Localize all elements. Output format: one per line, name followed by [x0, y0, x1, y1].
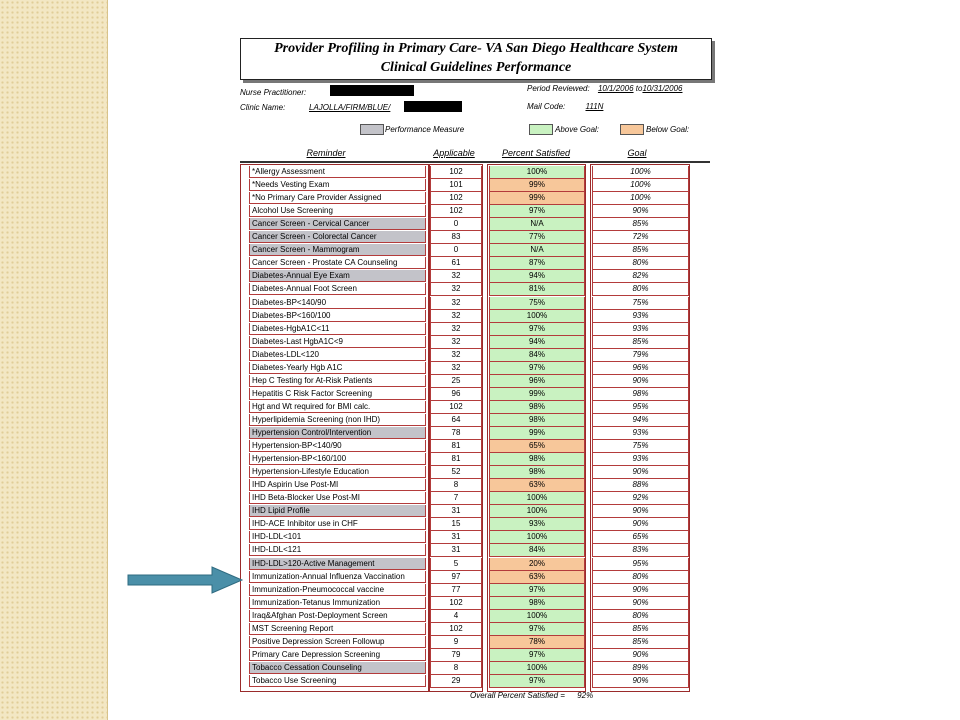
applicable-count: 8: [430, 479, 482, 492]
goal-value: 90%: [592, 675, 689, 688]
applicable-count: 8: [430, 662, 482, 675]
applicable-count: 81: [430, 453, 482, 466]
percent-satisfied: 97%: [489, 362, 585, 375]
percent-satisfied: 97%: [489, 649, 585, 662]
percent-satisfied: 84%: [489, 349, 585, 362]
legend-measure-swatch: [360, 124, 384, 135]
applicable-count: 102: [430, 623, 482, 636]
overall-percent: [470, 691, 593, 700]
goal-value: 90%: [592, 505, 689, 518]
legend-above-swatch: [529, 124, 553, 135]
percent-satisfied: 94%: [489, 336, 585, 349]
percent-satisfied: 99%: [489, 192, 585, 205]
period-label: Period Reviewed:: [527, 84, 590, 93]
applicable-count: 31: [430, 531, 482, 544]
reminder-name: Diabetes-Last HgbA1C<9: [249, 336, 426, 348]
reminder-name: Iraq&Afghan Post-Deployment Screen: [249, 610, 426, 622]
percent-satisfied: 100%: [489, 310, 585, 323]
applicable-count: 15: [430, 518, 482, 531]
reminder-name: Hepatitis C Risk Factor Screening: [249, 388, 426, 400]
percent-satisfied: 75%: [489, 297, 585, 310]
percent-satisfied: 63%: [489, 571, 585, 584]
reminder-name: Hgt and Wt required for BMI calc.: [249, 401, 426, 413]
goal-value: 90%: [592, 466, 689, 479]
legend-above-label: Above Goal:: [555, 125, 600, 134]
percent-satisfied: N/A: [489, 244, 585, 257]
goal-value: 92%: [592, 492, 689, 505]
mail-code-label: Mail Code:: [527, 102, 566, 111]
applicable-count: 97: [430, 571, 482, 584]
percent-satisfied: 81%: [489, 283, 585, 296]
reminder-name: Positive Depression Screen Followup: [249, 636, 426, 648]
goal-value: 93%: [592, 427, 689, 440]
goal-value: 90%: [592, 584, 689, 597]
goal-value: 85%: [592, 623, 689, 636]
goal-value: 100%: [592, 166, 689, 179]
period-to: 10/31/2006: [642, 84, 683, 93]
reminder-name: IHD-LDL<101: [249, 531, 426, 543]
goal-value: 85%: [592, 244, 689, 257]
goal-value: 90%: [592, 518, 689, 531]
percent-satisfied: 97%: [489, 584, 585, 597]
report-title-box: [240, 38, 712, 80]
reminder-name: Hypertension-Lifestyle Education: [249, 466, 426, 478]
percent-satisfied: 96%: [489, 375, 585, 388]
applicable-count: 31: [430, 505, 482, 518]
pointer-arrow: [126, 565, 246, 595]
legend-below-swatch: [620, 124, 644, 135]
goal-value: 93%: [592, 453, 689, 466]
percent-satisfied: 97%: [489, 675, 585, 688]
goal-value: 96%: [592, 362, 689, 375]
reminder-name: Cancer Screen - Cervical Cancer: [249, 218, 426, 230]
reminder-name: *Allergy Assessment: [249, 166, 426, 178]
percent-satisfied: 100%: [489, 492, 585, 505]
reminder-name: *No Primary Care Provider Assigned: [249, 192, 426, 204]
goal-value: 100%: [592, 179, 689, 192]
percent-satisfied: N/A: [489, 218, 585, 231]
goal-value: 72%: [592, 231, 689, 244]
percent-satisfied: 97%: [489, 205, 585, 218]
reminder-name: Immunization-Pneumococcal vaccine: [249, 584, 426, 596]
reminder-name: Hypertension-BP<160/100: [249, 453, 426, 465]
applicable-count: 77: [430, 584, 482, 597]
percent-satisfied: 78%: [489, 636, 585, 649]
percent-satisfied: 63%: [489, 479, 585, 492]
applicable-count: 102: [430, 597, 482, 610]
applicable-count: 0: [430, 218, 482, 231]
period-to-label: to: [635, 84, 643, 93]
reminder-name: Primary Care Depression Screening: [249, 649, 426, 661]
overall-label: Overall Percent Satisfied =: [470, 691, 565, 700]
goal-value: 75%: [592, 297, 689, 310]
header-rule: [240, 161, 710, 163]
reminder-name: Tobacco Cessation Counseling: [249, 662, 426, 674]
reminder-name: Diabetes-LDL<120: [249, 349, 426, 361]
header-reminder: Reminder: [306, 148, 346, 158]
percent-satisfied: 99%: [489, 179, 585, 192]
reminder-name: Alcohol Use Screening: [249, 205, 426, 217]
goal-value: 90%: [592, 205, 689, 218]
reminder-name: Diabetes-BP<160/100: [249, 310, 426, 322]
goal-value: 82%: [592, 270, 689, 283]
goal-value: 65%: [592, 531, 689, 544]
percent-satisfied: 99%: [489, 427, 585, 440]
period-reviewed: [527, 84, 682, 93]
reminder-name: Diabetes-Annual Eye Exam: [249, 270, 426, 282]
reminder-name: IHD-LDL>120-Active Management: [249, 558, 426, 570]
percent-satisfied: 100%: [489, 166, 585, 179]
applicable-count: 78: [430, 427, 482, 440]
reminder-name: Hyperlipidemia Screening (non IHD): [249, 414, 426, 426]
report-subtitle: Clinical Guidelines Performance: [380, 60, 572, 75]
applicable-count: 102: [430, 192, 482, 205]
reminder-name: Hep C Testing for At-Risk Patients: [249, 375, 426, 387]
goal-value: 75%: [592, 440, 689, 453]
percent-satisfied: 100%: [489, 610, 585, 623]
reminder-name: Tobacco Use Screening: [249, 675, 426, 687]
applicable-count: 79: [430, 649, 482, 662]
reminder-name: Cancer Screen - Colorectal Cancer: [249, 231, 426, 243]
applicable-count: 32: [430, 297, 482, 310]
reminder-name: IHD Beta-Blocker Use Post-MI: [249, 492, 426, 504]
goal-value: 80%: [592, 571, 689, 584]
goal-value: 80%: [592, 610, 689, 623]
applicable-count: 4: [430, 610, 482, 623]
percent-satisfied: 87%: [489, 257, 585, 270]
percent-satisfied: 98%: [489, 597, 585, 610]
goal-value: 83%: [592, 544, 689, 557]
reminder-name: Diabetes-BP<140/90: [249, 297, 426, 309]
goal-value: 90%: [592, 649, 689, 662]
percent-satisfied: 100%: [489, 531, 585, 544]
goal-value: 88%: [592, 479, 689, 492]
np-label: Nurse Practitioner:: [240, 88, 307, 97]
applicable-count: 25: [430, 375, 482, 388]
applicable-count: 32: [430, 336, 482, 349]
reminder-name: Cancer Screen - Mammogram: [249, 244, 426, 256]
report-title: Provider Profiling in Primary Care- VA San Diego Healthcare System: [274, 41, 678, 56]
percent-satisfied: 94%: [489, 270, 585, 283]
goal-value: 95%: [592, 558, 689, 571]
reminder-name: *Needs Vesting Exam: [249, 179, 426, 191]
mail-code: [527, 102, 603, 111]
goal-value: 90%: [592, 597, 689, 610]
applicable-count: 102: [430, 166, 482, 179]
reminder-name: Hypertension-BP<140/90: [249, 440, 426, 452]
reminder-name: IHD-ACE Inhibitor use in CHF: [249, 518, 426, 530]
applicable-count: 9: [430, 636, 482, 649]
applicable-count: 32: [430, 310, 482, 323]
goal-value: 100%: [592, 192, 689, 205]
applicable-count: 32: [430, 349, 482, 362]
redacted-clinic-detail: [404, 101, 462, 112]
applicable-count: 81: [430, 440, 482, 453]
applicable-count: 102: [430, 205, 482, 218]
applicable-count: 96: [430, 388, 482, 401]
applicable-count: 83: [430, 231, 482, 244]
applicable-count: 32: [430, 270, 482, 283]
goal-value: 98%: [592, 388, 689, 401]
header-goal: Goal: [627, 148, 647, 158]
clinic-label: Clinic Name:: [240, 103, 286, 112]
overall-value: 92%: [577, 691, 594, 700]
goal-value: 80%: [592, 283, 689, 296]
reminder-name: Diabetes-Yearly Hgb A1C: [249, 362, 426, 374]
percent-satisfied: 65%: [489, 440, 585, 453]
reminder-name: MST Screening Report: [249, 623, 426, 635]
header-applicable: Applicable: [433, 148, 475, 158]
goal-value: 93%: [592, 310, 689, 323]
applicable-count: 64: [430, 414, 482, 427]
reminder-name: Immunization-Annual Influenza Vaccination: [249, 571, 426, 583]
percent-satisfied: 100%: [489, 505, 585, 518]
arrow-icon: [128, 567, 242, 593]
applicable-count: 32: [430, 283, 482, 296]
percent-satisfied: 99%: [489, 388, 585, 401]
percent-satisfied: 98%: [489, 453, 585, 466]
percent-satisfied: 77%: [489, 231, 585, 244]
reminder-name: Diabetes-Annual Foot Screen: [249, 283, 426, 295]
goal-value: 85%: [592, 336, 689, 349]
clinic-name-wrap: [309, 103, 390, 112]
percent-satisfied: 20%: [489, 558, 585, 571]
percent-satisfied: 97%: [489, 323, 585, 336]
header-percent-satisfied: Percent Satisfied: [501, 148, 571, 158]
applicable-count: 102: [430, 401, 482, 414]
percent-satisfied: 93%: [489, 518, 585, 531]
reminder-name: Cancer Screen - Prostate CA Counseling: [249, 257, 426, 269]
reminder-name: IHD Aspirin Use Post-MI: [249, 479, 426, 491]
applicable-count: 29: [430, 675, 482, 688]
applicable-count: 0: [430, 244, 482, 257]
applicable-count: 5: [430, 558, 482, 571]
goal-value: 94%: [592, 414, 689, 427]
goal-value: 90%: [592, 375, 689, 388]
goal-value: 80%: [592, 257, 689, 270]
percent-satisfied: 98%: [489, 466, 585, 479]
applicable-count: 31: [430, 544, 482, 557]
goal-value: 95%: [592, 401, 689, 414]
goal-value: 85%: [592, 218, 689, 231]
percent-satisfied: 84%: [489, 544, 585, 557]
percent-satisfied: 98%: [489, 414, 585, 427]
mail-code-value: 111N: [585, 102, 604, 111]
percent-satisfied: 98%: [489, 401, 585, 414]
applicable-count: 7: [430, 492, 482, 505]
reminder-name: IHD-LDL<121: [249, 544, 426, 556]
goal-value: 93%: [592, 323, 689, 336]
legend-below-label: Below Goal:: [646, 125, 690, 134]
applicable-count: 32: [430, 362, 482, 375]
applicable-count: 32: [430, 323, 482, 336]
percent-satisfied: 97%: [489, 623, 585, 636]
period-from: 10/1/2006: [597, 84, 634, 93]
percent-satisfied: 100%: [489, 662, 585, 675]
reminder-name: IHD Lipid Profile: [249, 505, 426, 517]
goal-value: 79%: [592, 349, 689, 362]
reminder-name: Hypertension Control/Intervention: [249, 427, 426, 439]
reminder-name: Diabetes-HgbA1C<11: [249, 323, 426, 335]
clinic-name: LAJOLLA/FIRM/BLUE/: [309, 103, 391, 112]
legend-measure-label: Performance Measure: [385, 125, 465, 134]
goal-value: 89%: [592, 662, 689, 675]
redacted-np-name: [330, 85, 414, 96]
applicable-count: 61: [430, 257, 482, 270]
decorative-side-stripe: [0, 0, 108, 720]
applicable-count: 52: [430, 466, 482, 479]
goal-value: 85%: [592, 636, 689, 649]
reminder-name: Immunization-Tetanus Immunization: [249, 597, 426, 609]
applicable-count: 101: [430, 179, 482, 192]
